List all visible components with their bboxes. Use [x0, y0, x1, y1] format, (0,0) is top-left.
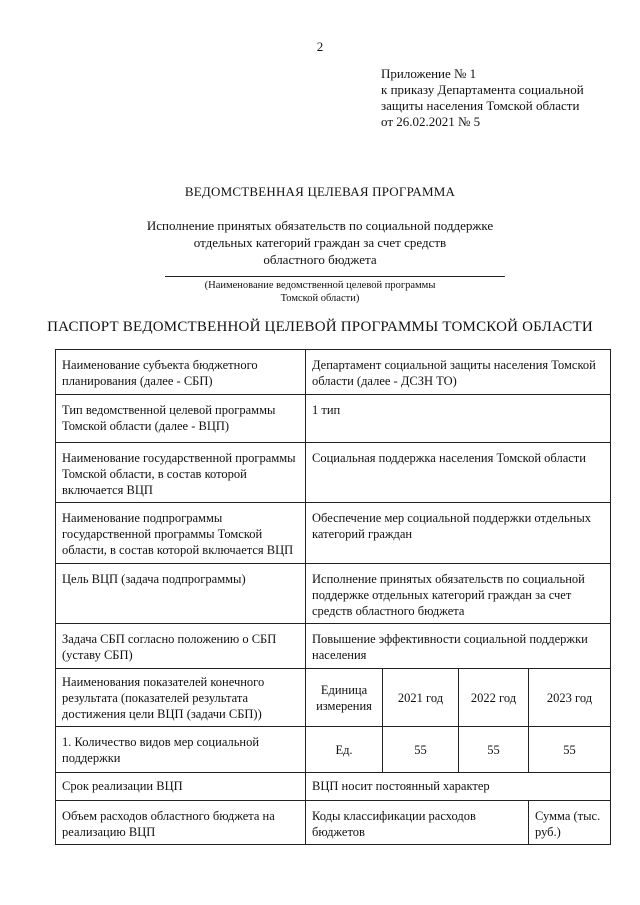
passport-table: [55, 349, 611, 845]
row-value: Исполнение принятых обязательств по социальной поддержке отдельных категорий граждан за счет средств областного бюджета: [306, 564, 611, 624]
row-value: Повышение эффективности социальной поддержки населения: [306, 624, 611, 669]
program-name: [0, 217, 640, 268]
year-header: 2021 год: [383, 669, 459, 727]
term-value: ВЦП носит постоянный характер: [306, 773, 611, 801]
row-value: Департамент социальной защиты населения Томской области (далее - ДСЗН ТО): [306, 350, 611, 395]
row-label: Наименование субъекта бюджетного планирования (далее - СБП): [56, 350, 306, 395]
table-row: [56, 443, 611, 503]
passport-title: ПАСПОРТ ВЕДОМСТВЕННОЙ ЦЕЛЕВОЙ ПРОГРАММЫ ТОМСКОЙ ОБЛАСТИ: [47, 319, 593, 335]
program-name-line: отдельных категорий граждан за счет средств: [193, 235, 447, 250]
indicators-header-row: [56, 669, 611, 727]
budget-label: Объем расходов областного бюджета на реализацию ВЦП: [56, 801, 306, 845]
appendix-block: [381, 66, 631, 130]
indicator-row: [56, 727, 611, 773]
row-value: Социальная поддержка населения Томской области: [306, 443, 611, 503]
appendix-line: защиты населения Томской области: [381, 98, 580, 113]
program-name-line: областного бюджета: [263, 252, 377, 267]
table-row: [56, 503, 611, 564]
sum-header: Сумма (тыс. руб.): [529, 801, 611, 845]
program-name-line: Исполнение принятых обязательств по социальной поддержке: [146, 218, 494, 233]
appendix-line: Приложение № 1: [381, 66, 477, 81]
unit-header: Единица измерения: [306, 669, 383, 727]
row-label: Наименование государственной программы Томской области, в состав которой включается ВЦП: [56, 443, 306, 503]
year-header: 2023 год: [529, 669, 611, 727]
indicators-label: Наименования показателей конечного результата (показателей результата достижения цели ВЦП (задачи СБП)): [56, 669, 306, 727]
name-underline: [165, 276, 505, 277]
term-label: Срок реализации ВЦП: [56, 773, 306, 801]
row-value: Обеспечение мер социальной поддержки отдельных категорий граждан: [306, 503, 611, 564]
caption-line: Томской области): [280, 293, 360, 304]
table-row: [56, 395, 611, 443]
indicator-name: 1. Количество видов мер социальной поддержки: [56, 727, 306, 773]
row-value: 1 тип: [306, 395, 611, 443]
row-label: Тип ведомственной целевой программы Томской области (далее - ВЦП): [56, 395, 306, 443]
page-number: 2: [316, 39, 324, 54]
indicator-value: 55: [529, 727, 611, 773]
table-row: [56, 624, 611, 669]
row-label: Цель ВЦП (задача подпрограммы): [56, 564, 306, 624]
program-title: ВЕДОМСТВЕННАЯ ЦЕЛЕВАЯ ПРОГРАММА: [184, 184, 456, 199]
appendix-line: к приказу Департамента социальной: [381, 82, 584, 97]
codes-header: Коды классификации расходов бюджетов: [306, 801, 529, 845]
indicator-value: 55: [383, 727, 459, 773]
row-label: Задача СБП согласно положению о СБП (уставу СБП): [56, 624, 306, 669]
year-header: 2022 год: [459, 669, 529, 727]
caption-line: (Наименование ведомственной целевой программы: [204, 280, 436, 291]
term-row: [56, 773, 611, 801]
appendix-line: от 26.02.2021 № 5: [381, 114, 481, 129]
table-row: [56, 564, 611, 624]
table-row: [56, 350, 611, 395]
row-label: Наименование подпрограммы государственной программы Томской области, в состав которой включается ВЦП: [56, 503, 306, 564]
budget-row: [56, 801, 611, 845]
indicator-unit: Ед.: [306, 727, 383, 773]
indicator-value: 55: [459, 727, 529, 773]
name-caption: [0, 279, 640, 305]
